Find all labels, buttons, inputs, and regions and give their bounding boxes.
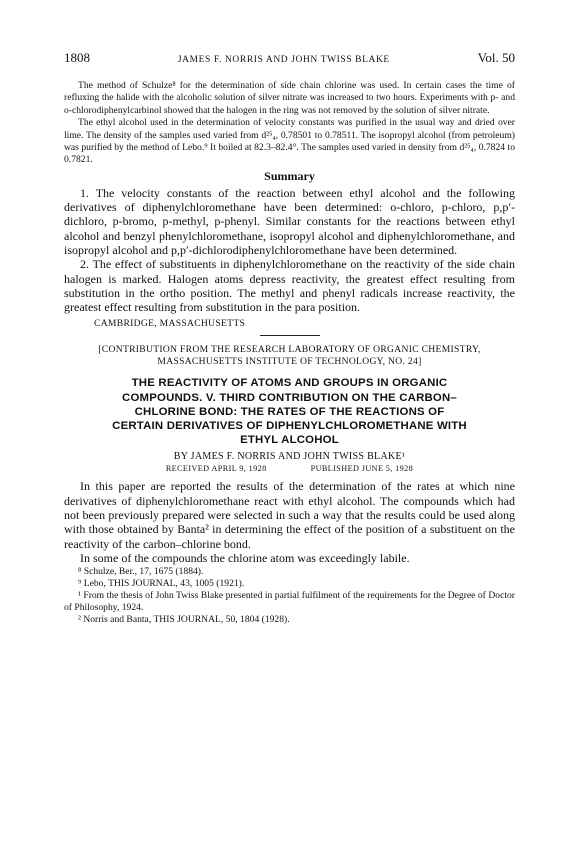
page	[64, 20, 515, 626]
contribution-line-1: [CONTRIBUTION FROM THE RESEARCH LABORATORY OF ORGANIC CHEMISTRY,	[98, 343, 481, 355]
title-line: COMPOUNDS. V. THIRD CONTRIBUTION ON THE CARBON–	[122, 391, 457, 404]
title-line: THE REACTIVITY OF ATOMS AND GROUPS IN ORGANIC	[131, 377, 448, 390]
contribution-line-2: MASSACHUSETTS INSTITUTE OF TECHNOLOGY, NO. 24]	[157, 355, 422, 367]
received-date: RECEIVED APRIL 9, 1928	[165, 464, 267, 474]
summary-point-1: 1. The velocity constants of the reaction between ethyl alcohol and the following derivatives of diphenylchloromethane have been determined: o-chloro, p-chloro, p,p′-dichloro, p-bromo, p-methyl, p-phenyl. Similar constants for the reactions between ethyl alcohol and benzyl phenylchloromethane, isopropyl alcohol and diphenylchloromethane, and isopropyl alcohol and p,p′-dichlorodiphenylchloromethane have been determined.	[64, 185, 515, 258]
page-number: 1808	[64, 50, 90, 65]
affiliation: CAMBRIDGE, MASSACHUSETTS	[94, 317, 246, 329]
volume-label: Vol. 50	[477, 50, 515, 65]
running-head: JAMES F. NORRIS AND JOHN TWISS BLAKE	[177, 55, 390, 65]
authors-line: BY JAMES F. NORRIS AND JOHN TWISS BLAKE¹	[173, 451, 406, 463]
summary-heading: Summary	[264, 168, 315, 183]
methods-paragraph-1: The method of Schulze⁸ for the determination of side chain chlorine was used. In certain cases the time of refluxing the halide with the alcoholic solution of silver nitrate was increased to two hours. Experiments with p- and o-chlorodiphenylcarbinol showed that the halogen in the ring was not removed by the solution of silver nitrate.	[64, 80, 515, 116]
footnote: ⁹ Lebo, THIS JOURNAL, 43, 1005 (1921).	[78, 578, 245, 590]
contribution-note	[64, 344, 515, 369]
article-paragraph-1: In this paper are reported the results of the determination of the rates at which nine derivatives of diphenylchloromethane react with ethyl alcohol. The compounds which had not been previously prepared were selected in such a way that the results could be used along with those obtained by Banta² in determining the effect of the position of a substituent on the reactivity of the carbon–chlorine bond.	[64, 479, 515, 551]
article-paragraph-2: In some of the compounds the chlorine atom was exceedingly labile.	[80, 550, 410, 565]
footnote: ² Norris and Banta, THIS JOURNAL, 50, 1804 (1928).	[78, 614, 290, 626]
article-title	[64, 376, 515, 447]
title-line: CHLORINE BOND: THE RATES OF THE REACTIONS OF	[134, 405, 445, 418]
section-divider	[260, 335, 320, 336]
title-line: ETHYL ALCOHOL	[240, 434, 339, 447]
summary-point-2: 2. The effect of substituents in diphenylchloromethane on the reactivity of the side chain halogen is marked. Halogen atoms depress reactivity, the greatest effect resulting from substitution in the ortho position. The methyl and phenyl radicals increase reactivity, the greatest effect resulting from substitution in the para position.	[64, 257, 515, 315]
dates-line	[64, 464, 515, 473]
published-date: PUBLISHED JUNE 5, 1928	[310, 464, 414, 474]
methods-paragraph-2: The ethyl alcohol used in the determination of velocity constants was purified in the usual way and dried over lime. The density of the samples used varied from d²⁵₄, 0.78501 to 0.78511. The isopropyl alcohol (from petroleum) was purified by the method of Lebo.⁹ It boiled at 82.3–82.4°. The samples used varied in density from d²⁵₄, 0.7824 to 0.7821.	[64, 117, 515, 166]
footnote: ¹ From the thesis of John Twiss Blake presented in partial fulfilment of the requirements for the Degree of Doctor of Philosophy, 1924.	[64, 590, 515, 614]
footnotes	[64, 566, 515, 626]
title-line: CERTAIN DERIVATIVES OF DIPHENYLCHLOROMETHANE WITH	[112, 419, 467, 432]
footnote: ⁸ Schulze, Ber., 17, 1675 (1884).	[78, 566, 204, 578]
running-header	[64, 50, 515, 66]
